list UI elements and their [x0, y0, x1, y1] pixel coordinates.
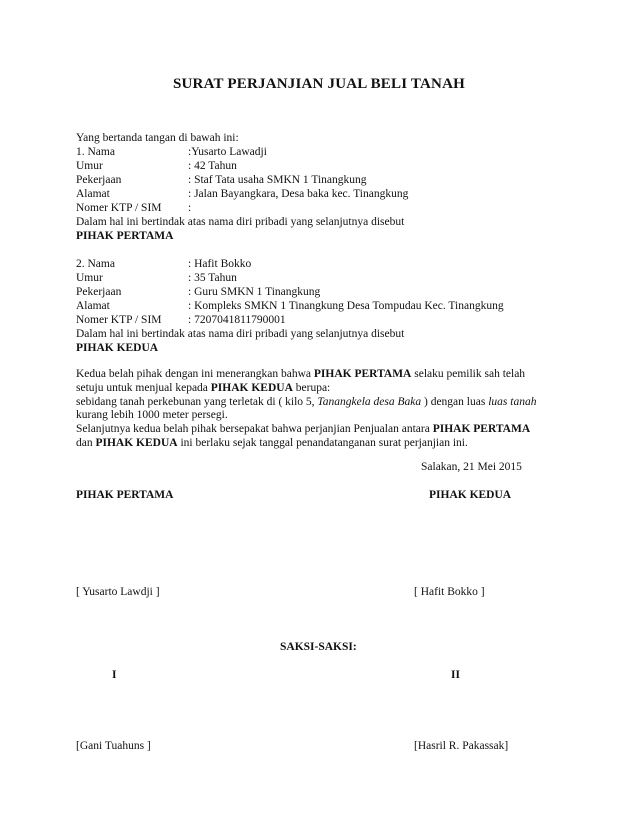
party2-id-row — [76, 313, 286, 328]
party2-job-label: Pekerjaan — [76, 286, 122, 298]
party1-id-value: : — [188, 202, 192, 214]
agreement-text: berupa: — [292, 381, 331, 394]
agreement-area: luas tanah — [488, 395, 537, 408]
witness-left-number: I — [112, 669, 117, 681]
agreement-text: sebidang tanah perkebunan yang terletak di ( kilo 5, — [76, 395, 318, 408]
signature-right-name: [ Hafit Bokko ] — [414, 586, 485, 598]
party1-age-label: Umur — [76, 160, 103, 172]
party2-name-label: 2. Nama — [76, 258, 115, 270]
party2-designation: PIHAK KEDUA — [76, 342, 159, 354]
party2-id-value: : 7207041811790001 — [188, 314, 286, 326]
agreement-text: ini berlaku sejak tanggal penandatanganan surat perjanjian ini. — [177, 436, 468, 449]
agreement-line-5 — [76, 423, 546, 437]
party1-designation: PIHAK PERTAMA — [76, 230, 174, 242]
party1-id-label: Nomer KTP / SIM — [76, 202, 162, 214]
party1-name-label: 1. Nama — [76, 146, 115, 158]
agreement-party-ref: PIHAK PERTAMA — [432, 423, 531, 436]
party1-name-value: :Yusarto Lawadji — [188, 146, 267, 158]
witness-right-name: [Hasril R. Pakassak] — [414, 740, 509, 752]
intro-text: Yang bertanda tangan di bawah ini: — [76, 132, 239, 144]
party1-job-row — [76, 173, 367, 188]
witness-left-name: [Gani Tuahuns ] — [76, 740, 151, 752]
party1-id-row — [76, 201, 191, 216]
party1-job-value: : Staf Tata usaha SMKN 1 Tinangkung — [188, 174, 367, 186]
agreement-line-3 — [76, 396, 546, 410]
party1-age-row — [76, 159, 237, 174]
agreement-paragraph — [76, 368, 546, 451]
party2-age-value: : 35 Tahun — [188, 272, 237, 284]
agreement-text: selaku pemilik sah telah — [411, 368, 526, 380]
party1-address-row — [76, 187, 408, 202]
party2-job-row — [76, 285, 320, 300]
party2-name-row — [76, 257, 251, 272]
agreement-line-2 — [76, 382, 546, 396]
place-date: Salakan, 21 Mei 2015 — [421, 461, 522, 473]
agreement-location: Tanangkela desa Baka — [317, 395, 422, 408]
signature-left-title: PIHAK PERTAMA — [76, 489, 174, 501]
signature-left-name: [ Yusarto Lawdji ] — [76, 586, 160, 598]
agreement-party-ref: PIHAK KEDUA — [95, 436, 178, 449]
party2-address-value: : Kompleks SMKN 1 Tinangkung Desa Tompudau Kec. Tinangkung — [188, 300, 504, 312]
party2-id-label: Nomer KTP / SIM — [76, 314, 162, 326]
agreement-party-ref: PIHAK KEDUA — [210, 381, 293, 394]
party1-statement: Dalam hal ini bertindak atas nama diri pribadi yang selanjutnya disebut — [76, 216, 405, 228]
party1-name-row — [76, 145, 267, 160]
agreement-text: ) dengan luas — [421, 395, 489, 408]
agreement-line-4: kurang lebih 1000 meter persegi. — [76, 409, 228, 422]
agreement-text: Kedua belah pihak dengan ini menerangkan bahwa — [76, 368, 314, 380]
party2-age-label: Umur — [76, 272, 103, 284]
agreement-text: dan — [76, 436, 96, 449]
party1-address-value: : Jalan Bayangkara, Desa baka kec. Tinangkung — [188, 188, 409, 200]
party2-address-row — [76, 299, 504, 314]
party2-name-value: : Hafit Bokko — [188, 258, 252, 270]
party2-address-label: Alamat — [76, 300, 110, 312]
signature-right-title: PIHAK KEDUA — [429, 489, 512, 501]
party1-address-label: Alamat — [76, 188, 110, 200]
party1-job-label: Pekerjaan — [76, 174, 122, 186]
party2-job-value: : Guru SMKN 1 Tinangkung — [188, 286, 321, 298]
agreement-text: setuju untuk menjual kepada — [76, 381, 211, 394]
witness-right-number: II — [451, 669, 460, 681]
party2-statement: Dalam hal ini bertindak atas nama diri pribadi yang selanjutnya disebut — [76, 328, 405, 340]
party1-age-value: : 42 Tahun — [188, 160, 237, 172]
agreement-line-6 — [76, 437, 546, 451]
agreement-line-1 — [76, 368, 546, 382]
witnesses-title: SAKSI-SAKSI: — [280, 641, 357, 653]
document-title: SURAT PERJANJIAN JUAL BELI TANAH — [172, 76, 465, 92]
party2-age-row — [76, 271, 237, 286]
agreement-text: Selanjutnya kedua belah pihak bersepakat bahwa perjanjian Penjualan antara — [76, 423, 433, 436]
agreement-party-ref: PIHAK PERTAMA — [313, 368, 412, 380]
